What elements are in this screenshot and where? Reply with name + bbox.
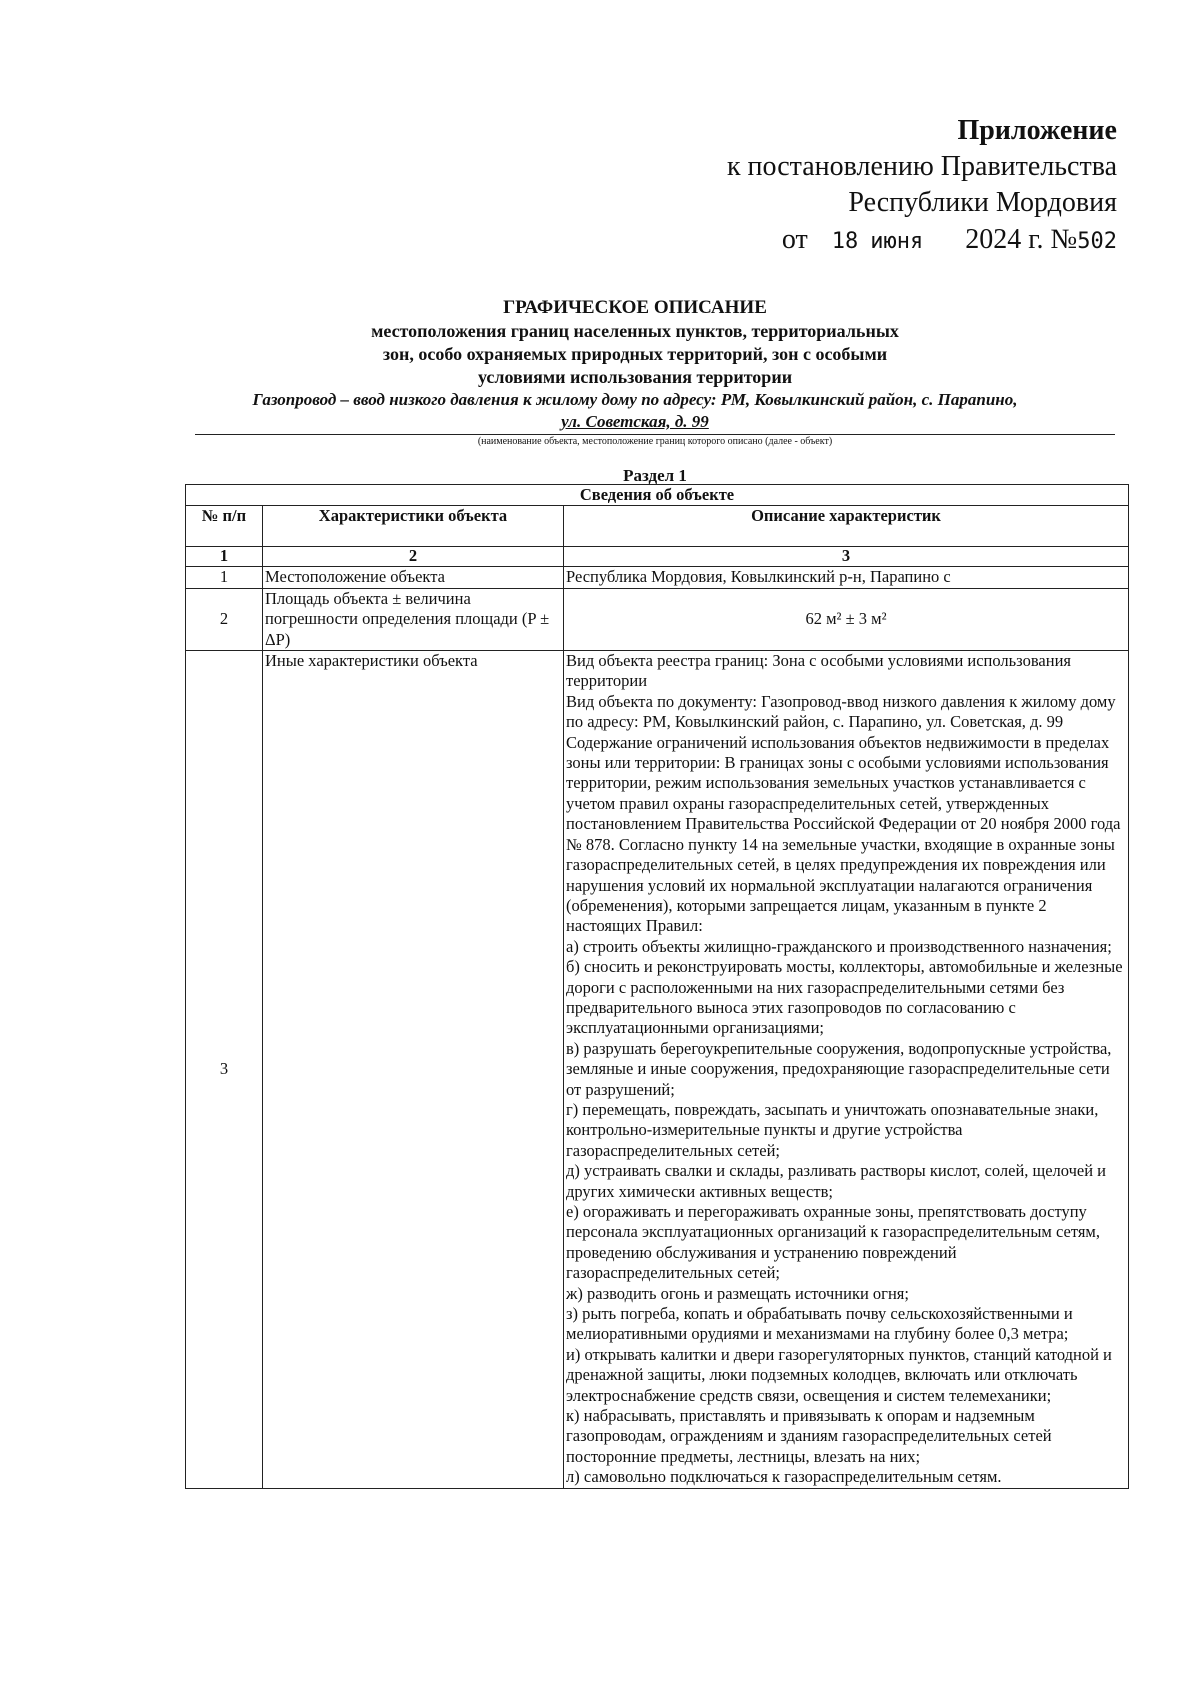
appendix-title: Приложение bbox=[957, 115, 1117, 146]
appendix-header bbox=[597, 113, 1117, 261]
row-description: 62 м² ± 3 м² bbox=[564, 588, 1129, 650]
table-row bbox=[186, 651, 1129, 1489]
object-info-table bbox=[185, 484, 1129, 1489]
row-characteristic: Площадь объекта ± величина погрешности определения площади (P ± ΔP) bbox=[263, 588, 564, 650]
row-number: 3 bbox=[186, 651, 263, 1489]
row-characteristic: Иные характеристики объекта bbox=[263, 651, 564, 1489]
document-title: ГРАФИЧЕСКОЕ ОПИСАНИЕ bbox=[503, 297, 767, 318]
date-year-number-label: 2024 г. № bbox=[965, 224, 1078, 255]
appendix-line-1: к постановлению Правительства bbox=[726, 151, 1117, 182]
column-number-3: 3 bbox=[564, 547, 1129, 567]
restriction-item: а) строить объекты жилищно-гражданского и производственного назначения; bbox=[566, 936, 1112, 956]
row-characteristic: Местоположение объекта bbox=[263, 567, 564, 588]
restriction-item: л) самовольно подключаться к газораспределительным сетям. bbox=[566, 1467, 1002, 1487]
table-row bbox=[186, 567, 1129, 588]
restriction-item: в) разрушать берегоукрепительные сооружения, водопропускные устройства, земляные и иные сооружения, предохраняющие газораспределительные сети от разрушений; bbox=[566, 1038, 1112, 1099]
description-paragraph: Содержание ограничений использования объектов недвижимости в пределах зоны или территории: В границах зоны с особыми условиями использования территории, режим использования земельных участков устанавливается с учетом правил охраны газораспределительных сетей, утвержденных постановлением Правительства Российской Федерации от 20 ноября 2000 года № 878. Согласно пункту 14 на земельные участки, входящие в охранные зоны газораспределительных сетей, в целях предупреждения их повреждения или нарушения условий их нормальной эксплуатации налагаются ограничения (обременения), которыми запрещается лицам, указанным в пункте 2 настоящих Правил: bbox=[566, 732, 1121, 936]
restriction-item: к) набрасывать, приставлять и привязывать к опорам и надземным газопроводам, ограждениям и зданиям газораспределительных сетей посторонние предметы, лестницы, влезать на них; bbox=[566, 1406, 1052, 1466]
object-name-line-2 bbox=[190, 411, 1080, 433]
object-name-line-2-text: ул. Советская, д. 99 bbox=[561, 412, 709, 431]
row-number: 2 bbox=[186, 588, 263, 650]
description-paragraph: Вид объекта по документу: Газопровод-ввод низкого давления к жилому дому по адресу: РМ, Ковылкинский район, с. Парапино, ул. Советская, д. 99 bbox=[566, 691, 1116, 732]
restriction-item: б) сносить и реконструировать мосты, коллекторы, автомобильные и железные дороги с расположенными на них газораспределительными сетями без предварительного выноса этих газопроводов по согласованию с эксплуатационными организациями; bbox=[566, 957, 1123, 1038]
object-name-underline-rule bbox=[195, 434, 1115, 435]
object-caption: (наименование объекта, местоположение границ которого описано (далее - объект) bbox=[477, 436, 833, 447]
section-title: Раздел 1 bbox=[623, 466, 687, 485]
column-header-number: № п/п bbox=[186, 506, 263, 547]
document-number: 502 bbox=[1077, 229, 1117, 254]
restriction-item: ж) разводить огонь и размещать источники огня; bbox=[566, 1283, 909, 1303]
column-header-description: Описание характеристик bbox=[564, 506, 1129, 547]
restriction-item: д) устраивать свалки и склады, разливать растворы кислот, солей, щелочей и других химически активных веществ; bbox=[566, 1161, 1107, 1201]
document-title-block bbox=[190, 296, 1080, 433]
column-number-2: 2 bbox=[263, 547, 564, 567]
column-number-1: 1 bbox=[186, 547, 263, 567]
row-description bbox=[564, 651, 1129, 1489]
column-number-row bbox=[186, 547, 1129, 567]
appendix-line-2: Республики Мордовия bbox=[848, 187, 1117, 218]
document-subtitle-line-2: зон, особо охраняемых природных территорий, зон с особыми bbox=[382, 344, 888, 364]
document-subtitle-line-3: условиями использования территории bbox=[477, 367, 793, 387]
table-caption-row bbox=[186, 485, 1129, 506]
table-header-row bbox=[186, 506, 1129, 547]
restriction-item: г) перемещать, повреждать, засыпать и уничтожать опознавательные знаки, контрольно-измерительные пункты и другие устройства газораспределительных сетей; bbox=[566, 1099, 1099, 1160]
table-caption: Сведения об объекте bbox=[186, 485, 1129, 506]
row-number: 1 bbox=[186, 567, 263, 588]
appendix-date-line bbox=[597, 221, 1117, 261]
date-day: 18 bbox=[831, 229, 859, 254]
document-subtitle-line-1: местоположения границ населенных пунктов, территориальных bbox=[371, 321, 899, 341]
restriction-item: е) огораживать и перегораживать охранные зоны, препятствовать доступу персонала эксплуатационных организаций к газораспределительным сетям, проведению обслуживания и устранению повреждений газораспределительных сетей; bbox=[566, 1202, 1100, 1283]
table-row bbox=[186, 588, 1129, 650]
column-header-characteristic: Характеристики объекта bbox=[263, 506, 564, 547]
description-paragraph: Вид объекта реестра границ: Зона с особыми условиями использования территории bbox=[566, 651, 1071, 691]
restriction-item: з) рыть погреба, копать и обрабатывать почву сельскохозяйственными и мелиоративными орудиями и механизмами на глубину более 0,3 метра; bbox=[566, 1304, 1073, 1344]
row-description: Республика Мордовия, Ковылкинский р-н, Парапино с bbox=[564, 567, 1129, 588]
date-month: июня bbox=[870, 229, 924, 254]
object-name-line-1: Газопровод – ввод низкого давления к жилому дому по адресу: РМ, Ковылкинский район, с. Парапино, bbox=[252, 390, 1018, 409]
restriction-item: и) открывать калитки и двери газорегуляторных пунктов, станций катодной и дренажной защиты, люки подземных колодцев, включать или отключать электроснабжение средств связи, освещения и систем телемеханики; bbox=[566, 1344, 1112, 1405]
date-prefix: от bbox=[781, 224, 808, 255]
